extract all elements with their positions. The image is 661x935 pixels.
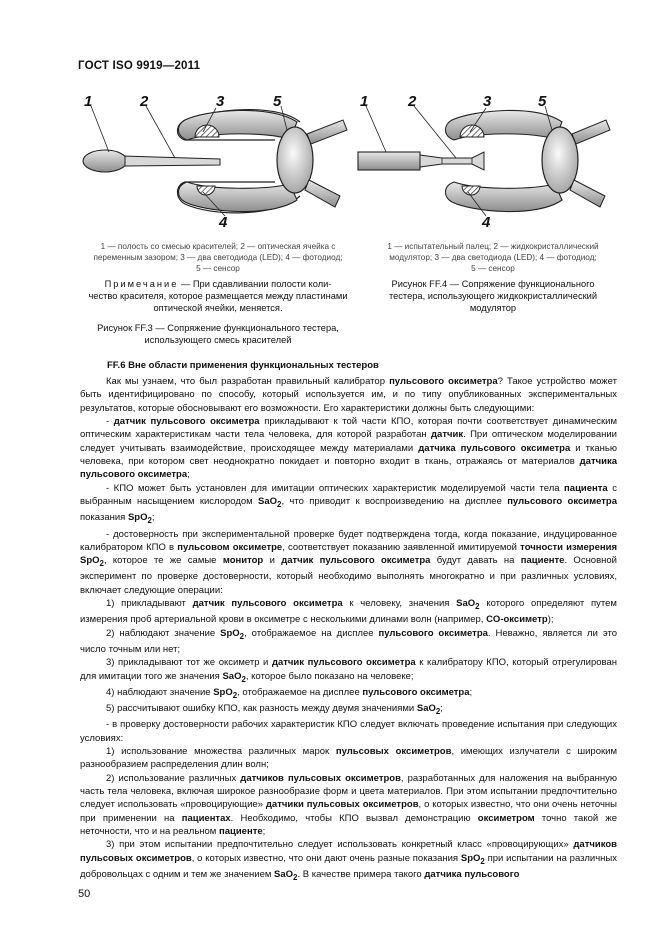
figure-ff3-label-4: 4	[219, 214, 228, 231]
body-text	[80, 375, 617, 884]
figure-ff4-label-2: 2	[408, 93, 417, 110]
figure-ff3-legend: 1 — полость со смесью красителей; 2 — оптическая ячейка с переменным зазором; 3 — два светодиода (LED); 4 — фотодиод; 5 — сенсор	[93, 242, 343, 274]
clip-handle-top	[572, 120, 610, 144]
body-paragraph: - достоверность при экспериментальной проверке будет подтверждена тогда, когда показание, индуцированное калибратором КПО в пульсовом оксиметре, соответствует показанию заявленной имитируемой точности измерения SpO$_2$, которое те же самые монитор и датчик пульсового оксиметра будут давать на пациенте. Основной эксперимент по проверке достоверности, который необходимо выполнять многократно и при различных условиях, включает следующие операции:	[80, 528, 617, 596]
body-paragraph: 1) прикладывают датчик пульсового оксиметра к человеку, значения SaO$_2$ которого определяют путем измерения проб артериальной крови в оксиметре с несколькими длинами волн (например, CO-оксиметр);	[80, 598, 617, 626]
figure-ff3	[75, 92, 335, 232]
body-paragraph: - датчик пульсового оксиметра прикладывают к той части КПО, которая почти соответствует динамическим оптическим характеристикам части тела человека, для которой разработан датчик. При оптическом моделировании следует учитывать взаимодействие, происходящее между материалами датчика пульсового оксиметра и тканью человека, при котором свет неоднократно покидает и повторно входит в ткань, отражаясь от материалов датчика пульсового оксиметра;	[80, 416, 617, 481]
test-finger-1	[358, 152, 420, 170]
figure-ff3-note: Примечание — При сдавливании полости коли- чество красителя, которое размещается между пластинами оптической ячейки, меняется.	[88, 279, 348, 314]
body-paragraph: 1) использование множества различных марок пульсовых оксиметров, имеющих излучатели с широким разнообразием распределения длин волн;	[80, 746, 617, 771]
figure-ff4-drawing	[352, 92, 622, 232]
figure-ff3-label-3: 3	[216, 93, 225, 110]
clip-lower-arm	[178, 182, 297, 212]
clip-handle-bottom	[305, 180, 340, 207]
figure-ff4-label-5: 5	[538, 93, 547, 110]
figure-ff3-label-5: 5	[273, 93, 282, 110]
optical-cell-2	[125, 156, 220, 166]
figure-ff4-legend: 1 — испытательный палец; 2 — жидкокристаллический модулятор; 3 — два светодиода (LED); 4 — фотодиод; 5 — сенсор	[387, 242, 599, 274]
body-paragraph: 2) использование различных датчиков пульсовых оксиметров, разработанных для наложения на выбранную часть тела человека, включая широкое разнообразие форм и цвета материалов. При этом испытании предпочтительно следует использовать «провоцирующие» датчики пульсовых оксиметров, о которых известно, что они очень неточны при применении на пациентах. Необходимо, чтобы КПО вызвал демонстрацию оксиметром точно такой же неточности, что и на реальном пациенте;	[80, 772, 617, 838]
clip-handle-bottom	[570, 180, 605, 207]
body-paragraph: - в проверку достоверности рабочих характеристик КПО следует включать проведение испытания при следующих условиях:	[80, 719, 617, 744]
lc-modulator-2	[420, 152, 484, 170]
figure-ff3-label-1: 1	[84, 93, 93, 110]
body-paragraph: 4) наблюдают значение SpO$_2$, отображаемое на дисплее пульсового оксиметра;	[106, 686, 473, 700]
figure-ff4	[352, 92, 612, 232]
body-paragraph: Как мы узнаем, что был разработан правильный калибратор пульсового оксиметра? Такое устройство может быть идентифицировано по способу, который используется им, и по типу опубликованных экспериментальных результатов, которые обосновывают его возможности. Его характеристики должны быть следующими:	[80, 376, 617, 414]
section-title: FF.6 Вне области применения функциональных тестеров	[107, 360, 379, 371]
body-paragraph: 3) при этом испытании предпочтительно следует использовать конкретный класс «провоцирующих» датчиков пульсовых оксиметров, о которых известно, что они дают очень разные показания SpO$_2$ при испытании на различных добровольцах с одним и тем же значением SaO$_2$. В качестве примера такого датчика пульсового	[80, 839, 618, 882]
figure-ff3-caption: Рисунок FF.3 — Сопряжение функционального тестера, использующего смесь красителей	[97, 323, 339, 346]
document-header: ГОСТ ISO 9919—2011	[78, 60, 201, 72]
figure-ff4-caption: Рисунок FF.4 — Сопряжение функционального тестера, использующего жидкокристаллический модулятор	[388, 279, 598, 314]
figure-ff3-label-2: 2	[140, 93, 149, 110]
figure-ff4-label-1: 1	[360, 93, 369, 110]
body-paragraph: 2) наблюдают значение SpO$_2$, отображаемое на дисплее пульсового оксиметра. Неважно, является ли это число точным или нет;	[80, 627, 617, 655]
body-paragraph: - КПО может быть установлен для имитации оптических характеристик моделируемой части тела пациента с выбранным насыщением кислородом SaO$_2$, что приводит к воспроизведению на дисплее пульсового оксиметра показания SpO$_2$;	[80, 482, 617, 526]
clip-handle-top	[307, 120, 347, 144]
figure-ff3-drawing	[75, 92, 345, 232]
dye-cavity-1	[83, 150, 127, 172]
figure-ff4-label-4: 4	[482, 214, 491, 231]
body-paragraph: 3) прикладывают тот же оксиметр и датчик пульсового оксиметра к калибратору КПО, который отрегулирован для имитации того же значения SaO$_2$, которое было показано на человеке;	[80, 657, 617, 684]
figure-ff4-label-3: 3	[483, 93, 492, 110]
body-paragraph: 5) рассчитывают ошибку КПО, как разность между двумя значениями SaO$_2$;	[106, 703, 443, 717]
page-number: 50	[78, 888, 91, 900]
